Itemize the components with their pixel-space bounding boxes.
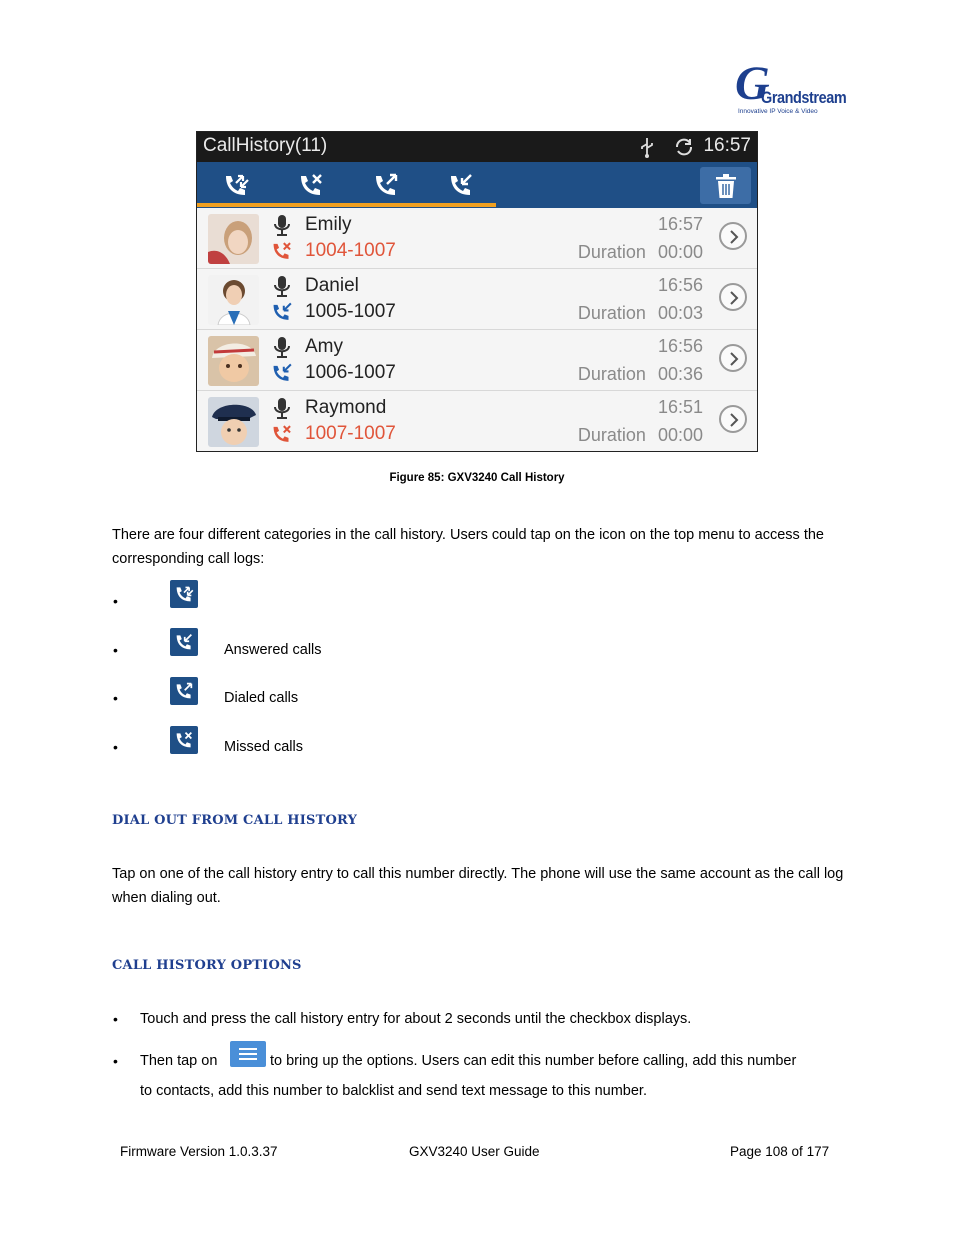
microphone-icon xyxy=(273,336,291,358)
duration-label: Duration xyxy=(577,303,646,323)
missed-call-icon xyxy=(271,240,295,262)
detail-button[interactable] xyxy=(719,283,747,311)
section-heading: CALL HISTORY OPTIONS xyxy=(112,958,302,973)
duration-value: 00:00 xyxy=(657,242,703,262)
bullet-dot: • xyxy=(113,690,118,706)
call-duration xyxy=(578,425,703,446)
logo-tagline: Innovative IP Voice & Video xyxy=(738,108,818,115)
avatar xyxy=(208,336,259,386)
call-duration xyxy=(578,242,703,263)
intro-paragraph: There are four different categories in the call history. Users could tap on the icon on the top menu to access the corresponding call logs: xyxy=(112,527,824,567)
figure-caption: Figure 85: GXV3240 Call History xyxy=(389,472,565,484)
detail-button[interactable] xyxy=(719,344,747,372)
bullet-text: to bring up the options. Users can edit this number before calling, add this number xyxy=(270,1053,797,1069)
category-label: Missed calls xyxy=(224,739,303,755)
call-history-entry[interactable] xyxy=(197,330,757,391)
duration-label: Duration xyxy=(577,242,646,262)
call-time: 16:56 xyxy=(657,336,703,356)
bullet-text: Then tap on xyxy=(140,1053,218,1069)
answered-calls-icon xyxy=(173,631,195,653)
footer-title: GXV3240 User Guide xyxy=(409,1144,540,1159)
menu-button-icon xyxy=(230,1041,266,1067)
contact-name: Daniel xyxy=(305,275,359,296)
call-history-entry[interactable] xyxy=(197,208,757,269)
detail-button[interactable] xyxy=(719,222,747,250)
answered-calls-icon xyxy=(446,170,476,200)
chevron-right-icon xyxy=(727,412,741,428)
bullet-text: Touch and press the call history entry for about 2 seconds until the checkbox displays. xyxy=(140,1011,692,1027)
contact-name: Emily xyxy=(305,214,352,235)
tab-answered-calls[interactable] xyxy=(424,162,498,206)
footer-page: Page 108 of 177 xyxy=(730,1144,830,1159)
chevron-right-icon xyxy=(727,351,741,367)
section-paragraph: Tap on one of the call history entry to call this number directly. The phone will use the same account as the call log when dialing out. xyxy=(112,866,844,906)
footer-firmware: Firmware Version 1.0.3.37 xyxy=(120,1144,278,1159)
logo-g-glyph: G xyxy=(735,57,770,110)
category-icon-box xyxy=(170,677,198,705)
call-history-screenshot xyxy=(196,131,758,452)
tab-missed-calls[interactable] xyxy=(274,162,348,206)
active-tab-indicator xyxy=(197,203,496,207)
all-calls-icon xyxy=(173,583,195,605)
avatar xyxy=(208,397,259,447)
call-time: 16:57 xyxy=(657,214,703,234)
avatar xyxy=(208,275,259,325)
microphone-icon xyxy=(273,214,291,236)
sync-icon xyxy=(673,136,695,158)
grandstream-logo xyxy=(735,57,847,118)
duration-label: Duration xyxy=(577,425,646,445)
call-duration xyxy=(578,303,703,324)
answered-call-icon xyxy=(271,301,295,323)
duration-value: 00:36 xyxy=(657,364,703,384)
microphone-icon xyxy=(273,397,291,419)
call-time: 16:56 xyxy=(657,275,703,295)
call-duration xyxy=(578,364,703,385)
status-bar xyxy=(197,132,757,162)
tab-dialed-calls[interactable] xyxy=(349,162,423,206)
status-time: 16:57 xyxy=(703,135,751,156)
missed-calls-icon xyxy=(173,729,195,751)
contact-number: 1006-1007 xyxy=(305,362,396,383)
bullet-dot: • xyxy=(113,593,118,609)
call-history-entry[interactable] xyxy=(197,391,757,452)
screen-title: CallHistory(11) xyxy=(203,135,328,156)
category-icon-box xyxy=(170,628,198,656)
all-calls-icon xyxy=(221,170,251,200)
contact-number: 1005-1007 xyxy=(305,301,396,322)
call-type-tabs xyxy=(197,162,757,208)
missed-call-icon xyxy=(271,423,295,445)
bullet-dot: • xyxy=(113,1053,118,1069)
bullet-dot: • xyxy=(113,642,118,658)
tab-all-calls[interactable] xyxy=(199,162,273,206)
call-history-entry[interactable] xyxy=(197,269,757,330)
bullet-dot: • xyxy=(113,1011,118,1027)
duration-value: 00:03 xyxy=(657,303,703,323)
category-label: Dialed calls xyxy=(224,690,299,706)
dialed-calls-icon xyxy=(173,680,195,702)
missed-calls-icon xyxy=(296,170,326,200)
call-history-list xyxy=(197,208,757,452)
trash-icon xyxy=(713,173,739,199)
answered-call-icon xyxy=(271,362,295,384)
contact-name: Amy xyxy=(305,336,343,357)
chevron-right-icon xyxy=(727,229,741,245)
chevron-right-icon xyxy=(727,290,741,306)
category-icon-box xyxy=(170,580,198,608)
usb-icon xyxy=(639,136,655,158)
duration-value: 00:00 xyxy=(657,425,703,445)
bullet-text: to contacts, add this number to balcklist and send text message to this number. xyxy=(140,1083,647,1099)
bullet-dot: • xyxy=(113,739,118,755)
category-label: Answered calls xyxy=(224,642,322,658)
delete-button[interactable] xyxy=(700,167,751,204)
dialed-calls-icon xyxy=(371,170,401,200)
logo-wordmark: Grandstream xyxy=(761,88,847,107)
microphone-icon xyxy=(273,275,291,297)
duration-label: Duration xyxy=(577,364,646,384)
call-time: 16:51 xyxy=(657,397,703,417)
contact-name: Raymond xyxy=(305,397,387,418)
section-heading: DIAL OUT FROM CALL HISTORY xyxy=(112,813,358,828)
category-icon-box xyxy=(170,726,198,754)
contact-number: 1007-1007 xyxy=(305,423,396,444)
detail-button[interactable] xyxy=(719,405,747,433)
contact-number: 1004-1007 xyxy=(305,240,396,261)
avatar xyxy=(208,214,259,264)
